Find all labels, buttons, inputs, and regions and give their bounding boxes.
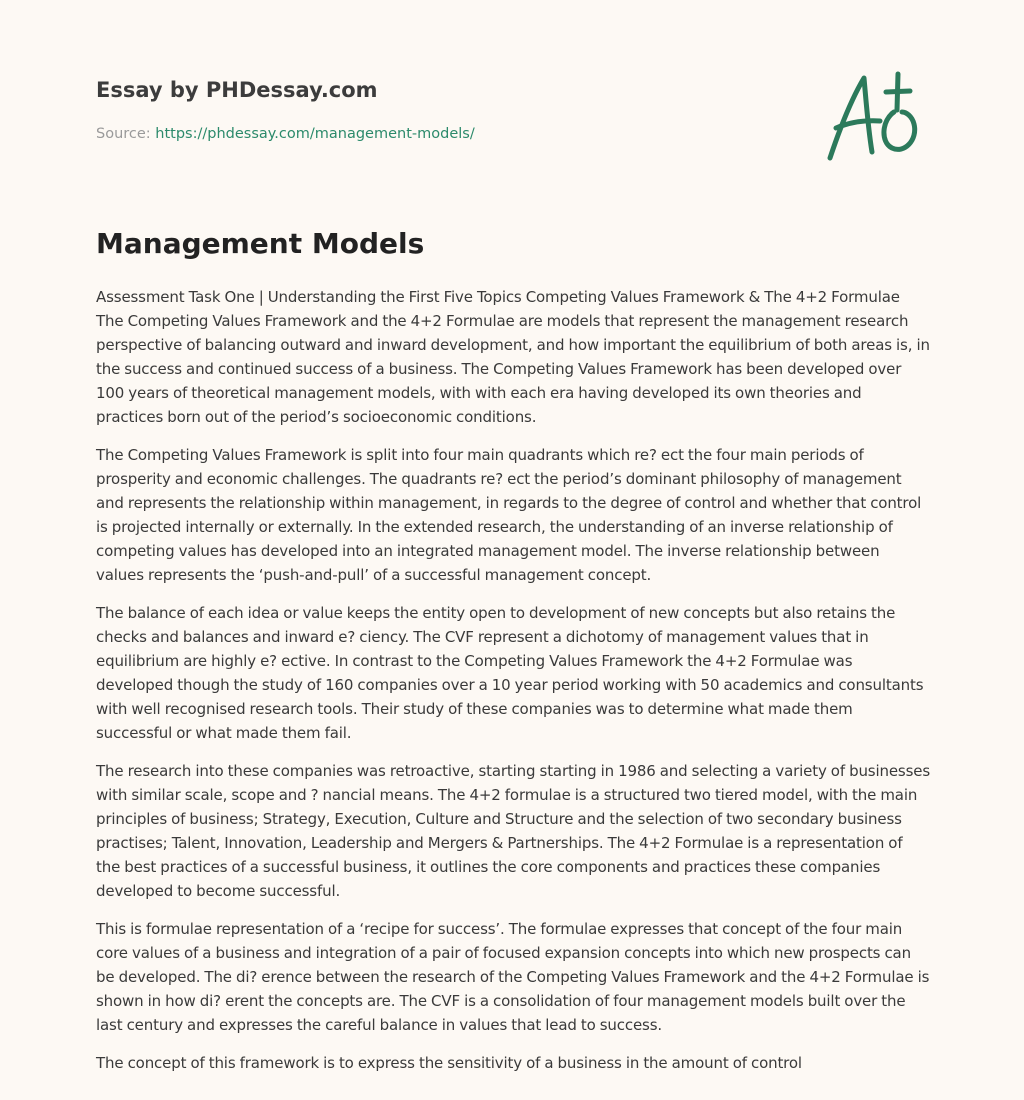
paragraph: The concept of this framework is to express the sensitivity of a business in the amount of control: [96, 1054, 802, 1072]
source-label: Source:: [96, 126, 156, 142]
paragraph: The balance of each idea or value keeps the entity open to development of new concepts but also retains the checks and balances and inward e? ciency. The CVF represent a dichotomy of management values that in equilibrium are highly e? ective. In contrast to the Competing Values Framework the 4+2 Formulae was developed though the study of 160 companies over a 10 year period working with 50 academics and consultants with well recognised research tools. Their study of these companies was to determine what made them successful or what made them fail.: [96, 604, 924, 742]
paragraph: The research into these companies was retroactive, starting starting in 1986 and selecting a variety of businesses with similar scale, scope and ? nancial means. The 4+2 formulae is a structured two tiered model, with the main principles of business; Strategy, Execution, Culture and Structure and the selection of two secondary business practises; Talent, Innovation, Leadership and Mergers & Partnerships. The 4+2 Formulae is a representation of the best practices of a successful business, it outlines the core components and practices these companies developed to become successful.: [96, 762, 930, 900]
essay-body: [96, 285, 930, 1089]
paragraph: This is formulae representation of a ‘recipe for success’. The formulae expresses that concept of the four main core values of a business and integration of a pair of focused expansion concepts into which new prospects can be developed. The di? erence between the research of the Competing Values Framework and the 4+2 Formulae is shown in how di? erent the concepts are. The CVF is a consolidation of four management models built over the last century and expresses the careful balance in values that lead to success.: [96, 920, 930, 1034]
paragraph: The Competing Values Framework is split into four main quadrants which re? ect the four main periods of prosperity and economic challenges. The quadrants re? ect the period’s dominant philosophy of management and represents the relationship within management, in regards to the degree of control and whether that control is projected internally or externally. In the extended research, the understanding of an inverse relationship of competing values has developed into an integrated management model. The inverse relationship between values represents the ‘push-and-pull’ of a successful management concept.: [96, 446, 922, 584]
essay-header: [96, 76, 796, 144]
site-brand: Essay by PHDessay.com: [96, 78, 378, 102]
a-plus-grade-icon: [822, 66, 932, 166]
paragraph: Assessment Task One | Understanding the First Five Topics Competing Values Framework & The 4+2 Formulae The Competing Values Framework and the 4+2 Formulae are models that represent the management research perspective of balancing outward and inward development, and how important the equilibrium of both areas is, in the success and continued success of a business. The Competing Values Framework has been developed over 100 years of theoretical management models, with with each era having developed its own theories and practices born out of the period’s socioeconomic conditions.: [96, 288, 930, 426]
source-line: [96, 124, 796, 144]
page-title: Management Models: [96, 227, 425, 260]
source-link[interactable]: https://phdessay.com/management-models/: [155, 126, 475, 142]
